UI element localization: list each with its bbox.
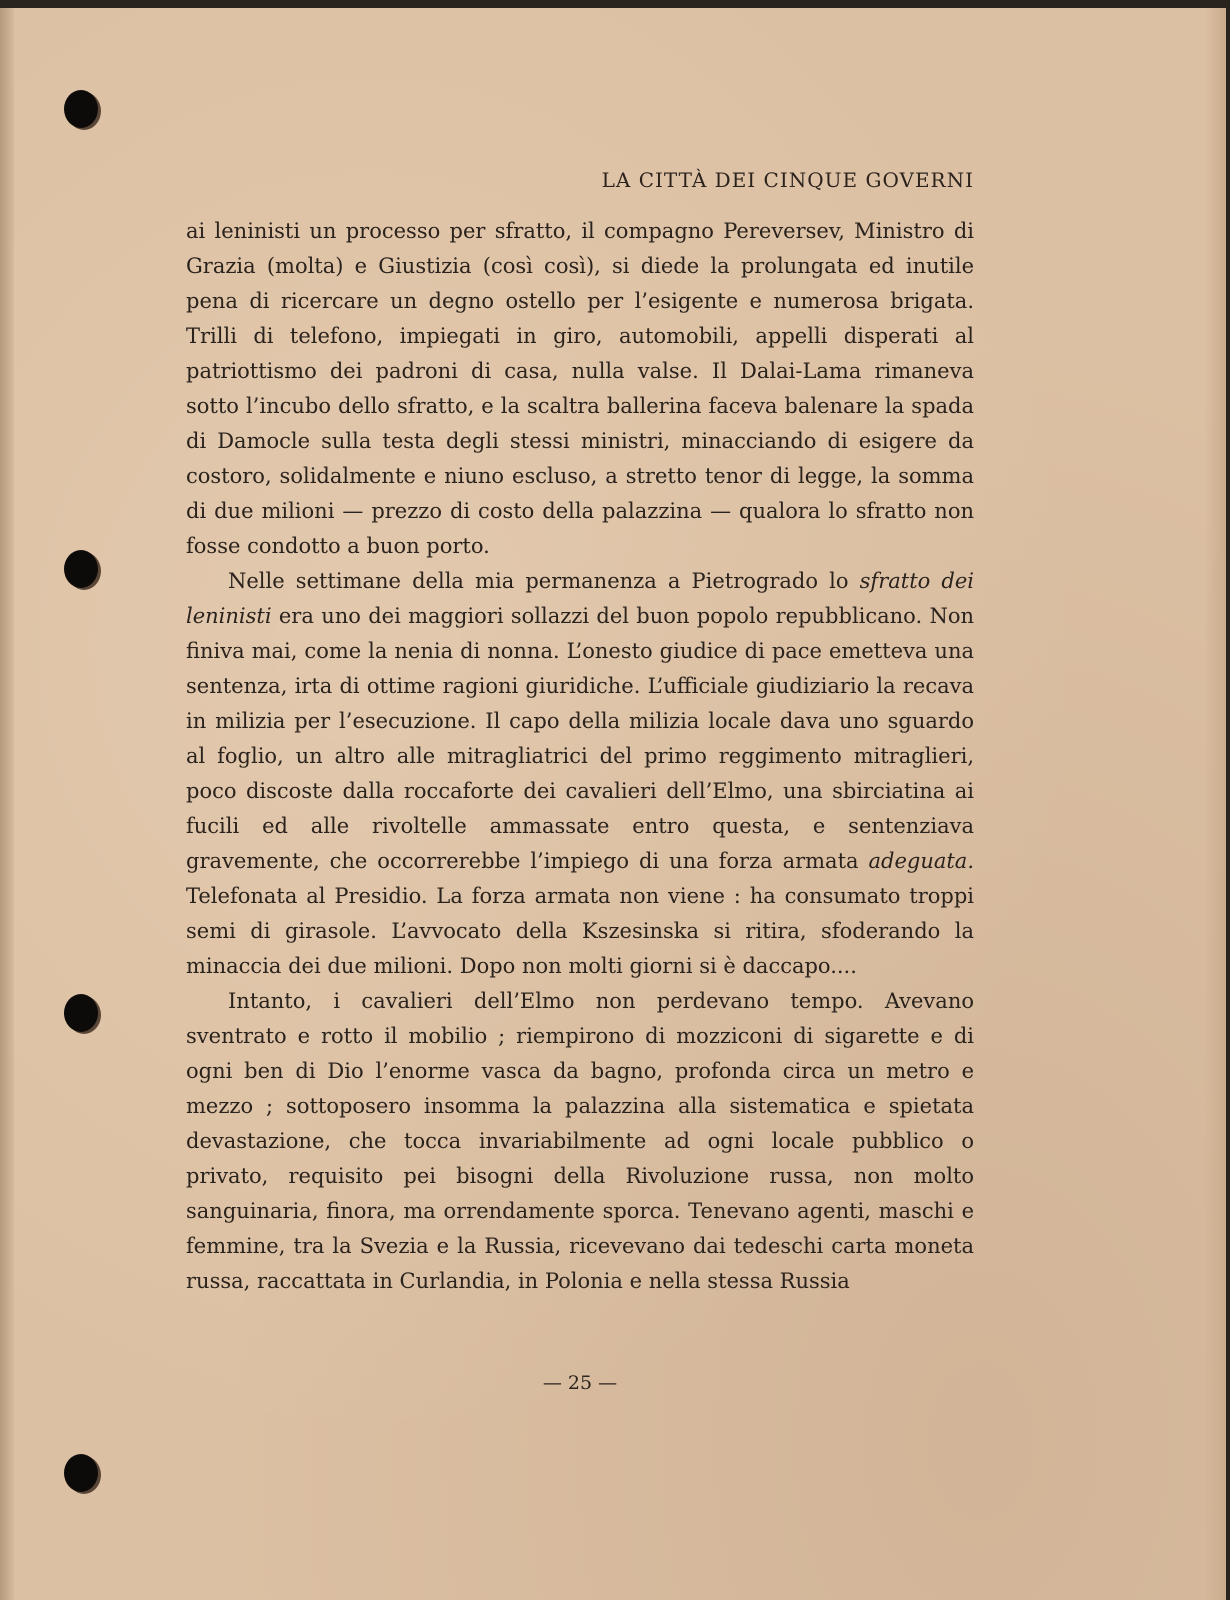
punch-hole — [64, 1454, 98, 1492]
paragraph-text: Nelle settimane della mia permanenza a Pietrogrado lo — [228, 569, 860, 593]
paragraph-text: era uno dei maggiori sollazzi del buon popolo repubblicano. Non finiva mai, come la nenia di nonna. L’onesto giudice di pace emetteva una sentenza, irta di ottime ragioni giuridiche. L’ufficiale giudiziario la recava in milizia per l’esecuzione. Il capo della milizia locale dava uno sguardo al foglio, un altro alle mitragliatrici del primo reggimento mitraglieri, poco discoste dalla roccaforte dei cavalieri dell’Elmo, una sbirciatina ai fucili ed alle rivoltelle ammassate entro questa, e sentenziava gravemente, che occorrerebbe l’impiego di una forza armata — [186, 604, 974, 873]
italic-phrase: sfratto dei leninisti — [186, 569, 974, 628]
paragraph-text: Intanto, i cavalieri dell’Elmo non perdevano tempo. Avevano sventrato e rotto il mobilio ; riempirono di mozziconi di sigarette e di ogni ben di Dio l’enorme vasca da bagno, profonda circa un metro e mezzo ; sottoposero insomma la palazzina alla sistematica e spietata devastazione, che tocca invariabilmente ad ogni locale pubblico o privato, requisito pei bisogni della Rivoluzione russa, non molto sanguinaria, finora, ma orrendamente sporca. Tenevano agenti, maschi e femmine, tra la Svezia e la Russia, ricevevano dai tedeschi carta moneta russa, raccattata in Curlandia, in Polonia e nella stessa Russia — [186, 989, 974, 1293]
page-edge-shadow — [1204, 8, 1226, 1600]
document-page — [0, 8, 1226, 1600]
paragraph — [186, 564, 974, 984]
italic-phrase: adeguata. — [868, 849, 974, 873]
punch-hole — [64, 90, 98, 128]
punch-hole — [64, 994, 98, 1032]
running-head: LA CITTÀ DEI CINQUE GOVERNI — [601, 168, 974, 192]
punch-hole — [64, 550, 98, 588]
paragraph-text: Telefonata al Presidio. La forza armata non viene : ha consumato troppi semi di girasole. L’avvocato della Kszesinska si ritira, sfoderando la minaccia dei due milioni. Dopo non molti giorni si è daccapo.... — [186, 884, 974, 978]
page-binding-edge — [0, 8, 14, 1600]
page-number: — 25 — — [542, 1372, 618, 1394]
body-text — [186, 214, 974, 1299]
paragraph-text: ai leninisti un processo per sfratto, il compagno Pereversev, Ministro di Grazia (molta) e Giustizia (così così), si diede la prolungata ed inutile pena di ricercare un degno ostello per l’esigente e numerosa brigata. Trilli di telefono, impiegati in giro, automobili, appelli disperati al patriottismo dei padroni di casa, nulla valse. Il Dalai-Lama rimaneva sotto l’incubo dello sfratto, e la scaltra ballerina faceva balenare la spada di Damocle sulla testa degli stessi ministri, minacciando di esigere da costoro, solidalmente e niuno escluso, a stretto tenor di legge, la somma di due milioni — prezzo di costo della palazzina — qualora lo sfratto non fosse condotto a buon porto. — [186, 219, 974, 558]
paragraph — [186, 214, 974, 564]
paragraph — [186, 984, 974, 1299]
